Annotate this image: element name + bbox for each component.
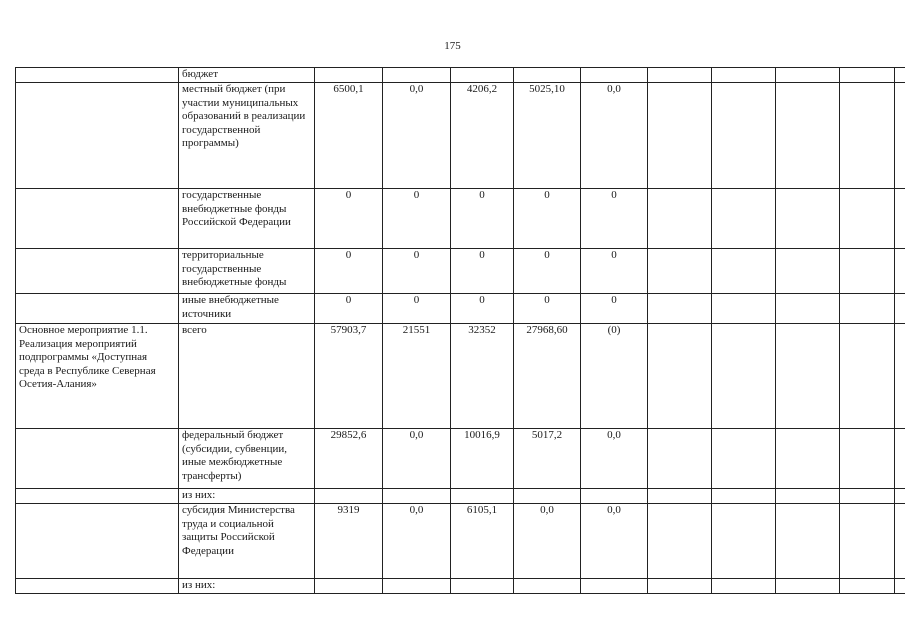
funding-source-cell: всего (179, 324, 315, 429)
value-cell: 0 (514, 294, 581, 324)
funding-source-cell: федеральный бюджет (субсидии, субвенции, иные межбюджетные трансферты) (179, 429, 315, 489)
table-body (16, 68, 905, 594)
value-cell (840, 429, 895, 489)
value-cell (712, 294, 776, 324)
value-cell: 0,0 (514, 504, 581, 579)
value-cell (776, 189, 840, 249)
table-row (16, 489, 905, 504)
value-cell: 0 (514, 249, 581, 294)
value-cell (895, 429, 905, 489)
value-cell (895, 324, 905, 429)
value-cell (840, 83, 895, 189)
funding-source-cell: государственные внебюджетные фонды Российской Федерации (179, 189, 315, 249)
funding-source-cell: местный бюджет (при участии муниципальных образований в реализации государственной программы) (179, 83, 315, 189)
value-cell (383, 489, 451, 504)
value-cell (581, 489, 648, 504)
value-cell (840, 249, 895, 294)
value-cell: 57903,7 (315, 324, 383, 429)
value-cell: 0 (315, 189, 383, 249)
value-cell: 0 (581, 249, 648, 294)
value-cell (648, 294, 712, 324)
value-cell (776, 579, 840, 594)
value-cell (451, 68, 514, 83)
funding-source-cell: бюджет (179, 68, 315, 83)
value-cell: 6105,1 (451, 504, 514, 579)
value-cell (315, 489, 383, 504)
table-row (16, 189, 905, 249)
value-cell (895, 489, 905, 504)
value-cell (895, 294, 905, 324)
funding-source-cell: из них: (179, 489, 315, 504)
budget-table (15, 67, 905, 594)
table-row (16, 429, 905, 489)
value-cell: 0,0 (581, 504, 648, 579)
value-cell (648, 83, 712, 189)
table-row (16, 249, 905, 294)
value-cell (581, 579, 648, 594)
value-cell (514, 68, 581, 83)
value-cell: 21551 (383, 324, 451, 429)
funding-source-cell: из них: (179, 579, 315, 594)
event-cell (16, 429, 179, 489)
value-cell (383, 579, 451, 594)
value-cell: 0,0 (383, 429, 451, 489)
value-cell: 5017,2 (514, 429, 581, 489)
table-row (16, 579, 905, 594)
value-cell (840, 68, 895, 83)
value-cell (712, 324, 776, 429)
value-cell (648, 249, 712, 294)
value-cell: 29852,6 (315, 429, 383, 489)
value-cell (776, 489, 840, 504)
value-cell (712, 504, 776, 579)
value-cell (776, 83, 840, 189)
value-cell (451, 489, 514, 504)
value-cell (840, 189, 895, 249)
value-cell (840, 504, 895, 579)
event-cell (16, 68, 179, 83)
table-row (16, 504, 905, 579)
value-cell: 0 (315, 294, 383, 324)
value-cell: 0 (315, 249, 383, 294)
value-cell (776, 324, 840, 429)
value-cell (776, 294, 840, 324)
value-cell (451, 579, 514, 594)
value-cell (648, 429, 712, 489)
event-cell: Основное мероприятие 1.1. Реализация мероприятий подпрограммы «Доступная среда в Республике Северная Осетия-Алания» (16, 324, 179, 429)
value-cell (776, 68, 840, 83)
funding-source-cell: иные внебюджетные источники (179, 294, 315, 324)
value-cell (840, 324, 895, 429)
value-cell (514, 579, 581, 594)
event-cell (16, 189, 179, 249)
value-cell (712, 579, 776, 594)
value-cell (840, 579, 895, 594)
value-cell: 0 (383, 249, 451, 294)
value-cell (776, 429, 840, 489)
value-cell: 0 (451, 294, 514, 324)
table-row (16, 68, 905, 83)
value-cell (895, 249, 905, 294)
value-cell: 9319 (315, 504, 383, 579)
value-cell (648, 579, 712, 594)
funding-source-cell: субсидия Министерства труда и социальной защиты Российской Федерации (179, 504, 315, 579)
value-cell (895, 68, 905, 83)
value-cell (840, 489, 895, 504)
value-cell (712, 189, 776, 249)
value-cell (315, 68, 383, 83)
value-cell: 6500,1 (315, 83, 383, 189)
value-cell (383, 68, 451, 83)
value-cell: 10016,9 (451, 429, 514, 489)
event-cell (16, 294, 179, 324)
value-cell: 0 (581, 294, 648, 324)
value-cell (581, 68, 648, 83)
value-cell: 0 (514, 189, 581, 249)
value-cell: 5025,10 (514, 83, 581, 189)
value-cell (895, 579, 905, 594)
value-cell (895, 504, 905, 579)
value-cell: 0,0 (383, 83, 451, 189)
value-cell (776, 504, 840, 579)
value-cell (648, 504, 712, 579)
value-cell (840, 294, 895, 324)
value-cell (712, 429, 776, 489)
value-cell (895, 189, 905, 249)
value-cell: 4206,2 (451, 83, 514, 189)
value-cell: 0 (451, 189, 514, 249)
value-cell: 0,0 (383, 504, 451, 579)
value-cell (315, 579, 383, 594)
value-cell: 0 (581, 189, 648, 249)
value-cell: 0,0 (581, 429, 648, 489)
value-cell (648, 489, 712, 504)
value-cell (712, 249, 776, 294)
value-cell (712, 83, 776, 189)
table-row (16, 294, 905, 324)
value-cell (648, 324, 712, 429)
value-cell (648, 68, 712, 83)
event-cell (16, 504, 179, 579)
value-cell (514, 489, 581, 504)
value-cell: (0) (581, 324, 648, 429)
event-cell (16, 249, 179, 294)
table-row (16, 83, 905, 189)
value-cell: 0 (383, 294, 451, 324)
value-cell (895, 83, 905, 189)
value-cell (712, 68, 776, 83)
value-cell (776, 249, 840, 294)
value-cell: 0 (383, 189, 451, 249)
value-cell (648, 189, 712, 249)
value-cell (712, 489, 776, 504)
table-row (16, 324, 905, 429)
funding-source-cell: территориальные государственные внебюджетные фонды (179, 249, 315, 294)
event-cell (16, 489, 179, 504)
value-cell: 0 (451, 249, 514, 294)
value-cell: 0,0 (581, 83, 648, 189)
event-cell (16, 579, 179, 594)
page-number: 175 (444, 40, 461, 52)
value-cell: 32352 (451, 324, 514, 429)
event-cell (16, 83, 179, 189)
value-cell: 27968,60 (514, 324, 581, 429)
